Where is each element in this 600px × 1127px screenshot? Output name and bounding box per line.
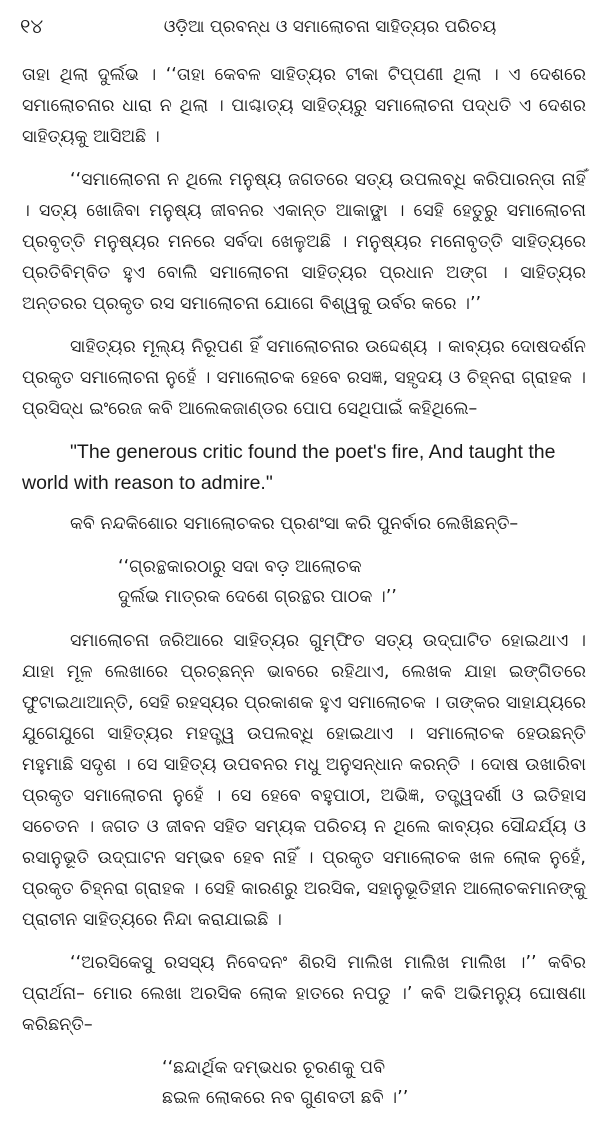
page-number: ୧୪ xyxy=(20,14,44,38)
paragraph-3: ସାହିତ୍ୟର ମୂଲ୍ୟ ନିରୂପଣ ହିଁ ସମାଲୋଚନାର ଉଦ୍ଦେଶ୍ୟ । କାବ୍ୟର ଦୋଷଦର୍ଶନ ପ୍ରକୃତ ସମାଲୋଚନା ନୁହେଁ । ସମାଲୋଚକ ହେବେ ରସଜ୍ଞ, ସହୃଦୟ ଓ ଚିହ୍ନରା ଗ୍ରାହକ । ପ୍ରସିଦ୍ଧ ଇଂରେଜ କବି ଆଲେକଜାଣ୍ଡର ପୋପ ସେଥିପାଇଁ କହିଥିଲେ– xyxy=(22,337,586,419)
intro-poet-line: କବି ନନ୍ଦକିଶୋର ସମାଲୋଚକର ପ୍ରଶଂସା କରି ପୁନର୍ବାର ଲେଖିଛନ୍ତି– xyxy=(70,514,519,534)
verse-block-1 xyxy=(118,552,586,612)
running-title: ଓଡ଼ିଆ ପ୍ରବନ୍ଧ ଓ ସମାଲୋଚନା ସାହିତ୍ୟର ପରିଚୟ xyxy=(163,17,497,37)
page-header xyxy=(14,8,586,42)
verse-line: ‘‘ଗ୍ରନ୍ଥକାରଠାରୁ ସଦା ବଡ଼ ଆଲୋଚକ xyxy=(118,557,362,577)
paragraph-1: ତାହା ଥିଲା ଦୁର୍ଲଭ । ‘‘ତାହା କେବଳ ସାହିତ୍ୟର ଟୀକା ଟିପ୍ପଣୀ ଥିଲା । ଏ ଦେଶରେ ସମାଲୋଚନାର ଧାରା ନ ଥିଲା । ପାଶ୍ଚାତ୍ୟ ସାହିତ୍ୟରୁ ସମାଲୋଚନା ପଦ୍ଧତି ଏ ଦେଶର ସାହିତ୍ୟକୁ ଆସିଅଛି । xyxy=(22,65,586,147)
paragraph-2: ‘‘ସମାଲୋଚନା ନ ଥିଲେ ମନୁଷ୍ୟ ଜଗତରେ ସତ୍ୟ ଉପଲବ୍ଧି କରିପାରନ୍ତା ନାହିଁ । ସତ୍ୟ ଖୋଜିବା ମନୁଷ୍ୟ ଜୀବନର ଏକାନ୍ତ ଆକାଙ୍କ୍ଷା । ସେହି ହେତୁରୁ ସମାଲୋଚନା ପ୍ରବୃତ୍ତି ମନୁଷ୍ୟର ମନରେ ସର୍ବଦା ଖେଳୁଅଛି । ମନୁଷ୍ୟର ମନୋବୃତ୍ତି ସାହିତ୍ୟରେ ପ୍ରତିବିମ୍ବିତ ହୁଏ ବୋଲି ସମାଲୋଚନା ସାହିତ୍ୟର ପ୍ରଧାନ ଅଙ୍ଗ । ସାହିତ୍ୟର ଅନ୍ତରର ପ୍ରକୃତ ରସ ସମାଲୋଚନା ଯୋଗେ ବିଶ୍ୱକୁ ଉର୍ବର କରେ ।’’ xyxy=(22,170,586,314)
verse-line: ‘‘ଛନ୍ଦାର୍ଥିକ ଦମ୍ଭଧର ଚୂରଣକୁ ପବି xyxy=(162,1058,386,1078)
paragraph-sanskrit: ‘‘ଅରସିକେସୁ ରସସ୍ୟ ନିବେଦନଂ ଶିରସି ମାଲିଖ ମାଲିଖ ମାଲିଖ ।’’ କବିର ପ୍ରାର୍ଥନା– ମୋର ଲେଖା ଅରସିକ ଲୋକ ହାତରେ ନପଡୁ ।’ କବି ଅଭିମନ୍ୟୁ ଘୋଷଣା କରିଛନ୍ତି– xyxy=(22,953,586,1035)
page-body xyxy=(22,60,586,1127)
verse-block-2 xyxy=(162,1053,586,1113)
verse-line: ଦୁର୍ଲଭ ମାତ୍ରକ ଦେଶେ ଗ୍ରନ୍ଥର ପାଠକ ।’’ xyxy=(118,587,397,607)
verse-line: ଛଇଳ ଲୋକରେ ନବ ଗୁଣବତୀ ଛବି ।’’ xyxy=(162,1088,409,1108)
english-quote: "The generous critic found the poet's fire, And taught the world with reason to admire." xyxy=(22,441,556,494)
paragraph-long: ସମାଲୋଚନା ଜରିଆରେ ସାହିତ୍ୟର ଗୁମ୍ଫିତ ସତ୍ୟ ଉଦ୍‌ଘାଟିତ ହୋଇଥାଏ । ଯାହା ମୂଳ ଲେଖାରେ ପ୍ରଚ୍ଛନ୍ନ ଭାବରେ ରହିଥାଏ, ଲେଖକ ଯାହା ଇଙ୍ଗିତରେ ଫୁଟାଇଥାଆନ୍ତି, ସେହି ରହସ୍ୟର ପ୍ରକାଶକ ହୁଏ ସମାଲୋଚକ । ତାଙ୍କର ସାହାଯ୍ୟରେ ଯୁଗେଯୁଗେ ସାହିତ୍ୟର ମହତ୍ତ୍ୱ ଉପଲବ୍ଧି ହୋଇଥାଏ । ସମାଲୋଚକ ହେଉଛନ୍ତି ମହୁମାଛି ସଦୃଶ । ସେ ସାହିତ୍ୟ ଉପବନର ମଧୁ ଅନୁସନ୍ଧାନ କରନ୍ତି । ଦୋଷ ଉଖାରିବା ପ୍ରକୃତ ସମାଲୋଚନା ନୁହେଁ । ସେ ହେବେ ବହୁପାଠୀ, ଅଭିଜ୍ଞ, ତତ୍ତ୍ୱଦର୍ଶୀ ଓ ଇତିହାସ ସଚେତନ । ଜଗତ ଓ ଜୀବନ ସହିତ ସମ୍ୟକ ପରିଚୟ ନ ଥିଲେ କାବ୍ୟର ସୌନ୍ଦର୍ଯ୍ୟ ଓ ରସାନୁଭୂତି ଉଦ୍‌ଘାଟନ ସମ୍ଭବ ହେବ ନାହିଁ । ପ୍ରକୃତ ସମାଲୋଚକ ଖଳ ଲୋକ ନୁହେଁ, ପ୍ରକୃତ ଚିହ୍ନରା ଗ୍ରାହକ । ସେହି କାରଣରୁ ଅରସିକ, ସହାନୁଭୂତିହୀନ ଆଲୋଚକମାନଙ୍କୁ ପ୍ରାଚୀନ ସାହିତ୍ୟରେ ନିନ୍ଦା କରାଯାଇଛି । xyxy=(22,631,586,930)
